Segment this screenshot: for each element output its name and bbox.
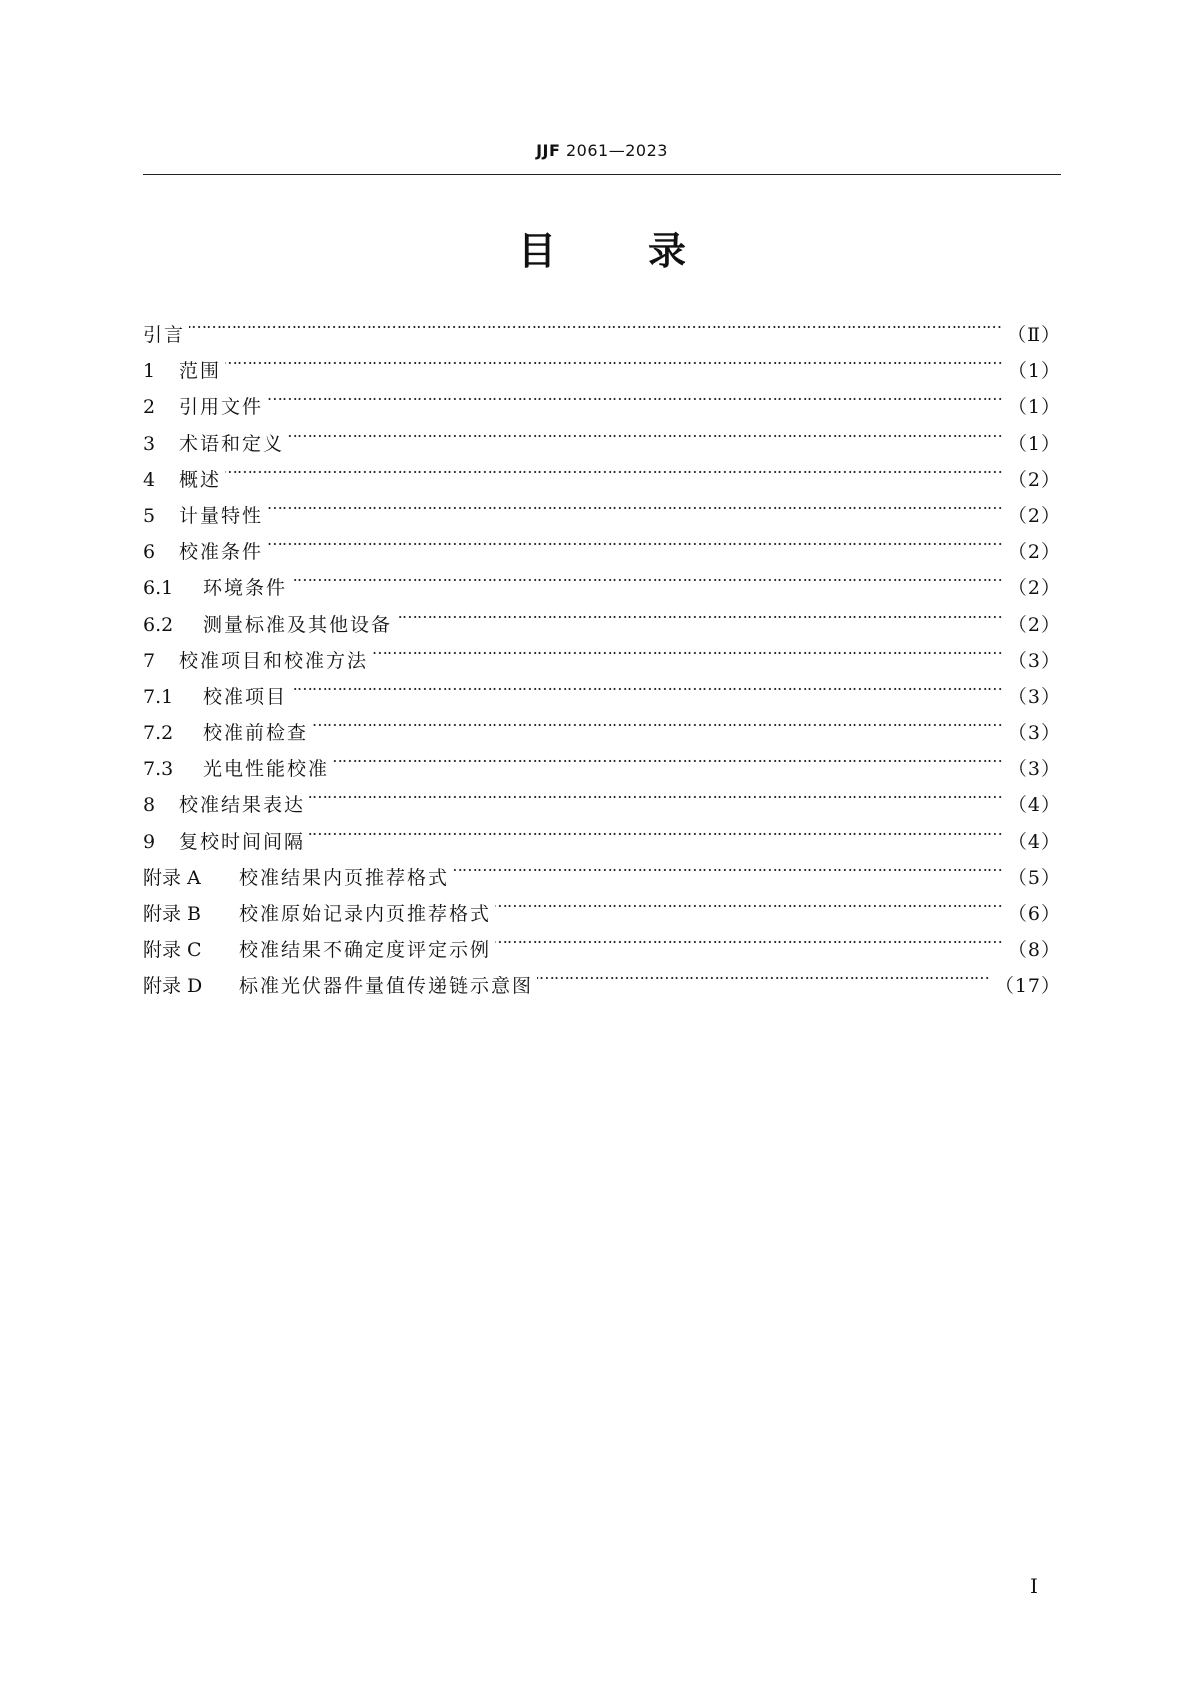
toc-label: 校准前检查 xyxy=(203,722,309,745)
toc-label: 校准结果表达 xyxy=(179,794,306,817)
toc-entry-3[interactable] xyxy=(143,414,1061,455)
toc-entry-2[interactable] xyxy=(143,377,1061,419)
toc-label: 校准结果不确定度评定示例 xyxy=(239,939,492,962)
toc-number: 8 xyxy=(143,794,156,817)
header-rule xyxy=(143,174,1061,175)
toc-leader-dots xyxy=(267,377,1002,413)
toc-label: 校准条件 xyxy=(179,541,264,564)
page-number: Ⅰ xyxy=(1030,1574,1038,1598)
toc-leader-dots xyxy=(372,631,1002,667)
toc-leader-dots xyxy=(225,450,1002,486)
toc-page: （4） xyxy=(1007,794,1061,817)
toc-leader-dots xyxy=(537,956,989,992)
toc-number: 4 xyxy=(143,468,156,491)
toc-leader-dots xyxy=(312,703,1002,739)
toc-entry-4[interactable] xyxy=(143,450,1061,491)
toc-leader-dots xyxy=(495,884,1002,920)
toc-number: 3 xyxy=(143,432,156,455)
toc-number: 1 xyxy=(143,360,156,383)
toc-leader-dots xyxy=(189,305,1001,341)
toc-label: 校准原始记录内页推荐格式 xyxy=(239,903,492,925)
toc-label: 校准项目 xyxy=(203,685,288,708)
toc-page: （1） xyxy=(1007,360,1061,383)
toc-page: （17） xyxy=(994,975,1061,998)
toc-page: （3） xyxy=(1007,649,1061,672)
toc-leader-dots xyxy=(453,848,1002,884)
toc-leader-dots xyxy=(291,558,1002,594)
toc-page: （2） xyxy=(1007,577,1061,600)
toc-leader-dots xyxy=(396,595,1002,631)
toc-number: 附录 A xyxy=(143,866,201,889)
document-header xyxy=(143,141,1061,160)
toc-label: 引言 xyxy=(143,324,186,346)
toc-label: 计量特性 xyxy=(179,504,264,527)
toc-page: （2） xyxy=(1007,613,1061,636)
toc-label: 范围 xyxy=(179,360,222,383)
toc-label: 引用文件 xyxy=(179,396,264,419)
toc-page: （4） xyxy=(1007,830,1061,853)
toc-label: 术语和定义 xyxy=(179,432,285,455)
toc-number: 2 xyxy=(143,396,156,419)
toc-number: 附录 D xyxy=(143,975,203,998)
toc-number: 7.2 xyxy=(143,722,174,745)
toc-entry-1[interactable] xyxy=(143,341,1061,383)
toc-label: 概述 xyxy=(179,468,222,491)
toc-page: （2） xyxy=(1007,504,1061,527)
toc-number: 6.1 xyxy=(143,577,174,600)
toc-leader-dots xyxy=(309,775,1002,811)
page-title xyxy=(143,220,1061,275)
toc-label: 校准结果内页推荐格式 xyxy=(239,866,450,889)
toc-page: （2） xyxy=(1007,468,1061,491)
toc-number: 附录 B xyxy=(143,903,202,925)
toc-entry-6[interactable] xyxy=(143,522,1061,564)
toc-number: 5 xyxy=(143,504,156,527)
toc-page: （3） xyxy=(1007,685,1061,708)
toc-leader-dots xyxy=(291,667,1002,703)
toc-page: （3） xyxy=(1007,722,1061,745)
toc-page: （1） xyxy=(1007,432,1061,455)
toc-label: 测量标准及其他设备 xyxy=(203,613,393,636)
toc-label: 环境条件 xyxy=(203,577,288,600)
toc-entry-6-1[interactable] xyxy=(143,558,1061,600)
toc-page: （1） xyxy=(1007,396,1061,419)
toc-number: 6 xyxy=(143,541,156,564)
toc-page: （Ⅱ） xyxy=(1007,324,1061,346)
toc-number: 7.3 xyxy=(143,758,174,781)
toc-leader-dots xyxy=(495,920,1002,956)
toc-label: 标准光伏器件量值传递链示意图 xyxy=(239,975,534,998)
toc-leader-dots xyxy=(333,739,1002,775)
toc-page: （8） xyxy=(1007,939,1061,962)
toc-leader-dots xyxy=(267,486,1002,522)
standard-code-prefix: JJF xyxy=(536,141,561,160)
table-of-contents xyxy=(143,305,1061,998)
toc-label: 复校时间间隔 xyxy=(179,830,306,853)
toc-leader-dots xyxy=(225,341,1002,377)
toc-page: （6） xyxy=(1007,903,1061,925)
toc-label: 光电性能校准 xyxy=(203,758,330,781)
toc-number: 6.2 xyxy=(143,613,174,636)
toc-number: 7.1 xyxy=(143,685,174,708)
toc-page: （3） xyxy=(1007,758,1061,781)
toc-leader-dots xyxy=(309,812,1002,848)
toc-page: （2） xyxy=(1007,541,1061,564)
toc-number: 9 xyxy=(143,830,156,853)
toc-entry-5[interactable] xyxy=(143,486,1061,527)
toc-page: （5） xyxy=(1007,866,1061,889)
toc-leader-dots xyxy=(288,414,1002,450)
title-char-2: 录 xyxy=(648,229,687,273)
standard-code-number: 2061—2023 xyxy=(560,141,668,160)
toc-number: 附录 C xyxy=(143,939,202,962)
toc-entry-intro[interactable] xyxy=(143,305,1061,346)
toc-label: 校准项目和校准方法 xyxy=(179,649,369,672)
toc-leader-dots xyxy=(267,522,1002,558)
title-char-1: 目 xyxy=(517,229,556,273)
toc-number: 7 xyxy=(143,649,156,672)
